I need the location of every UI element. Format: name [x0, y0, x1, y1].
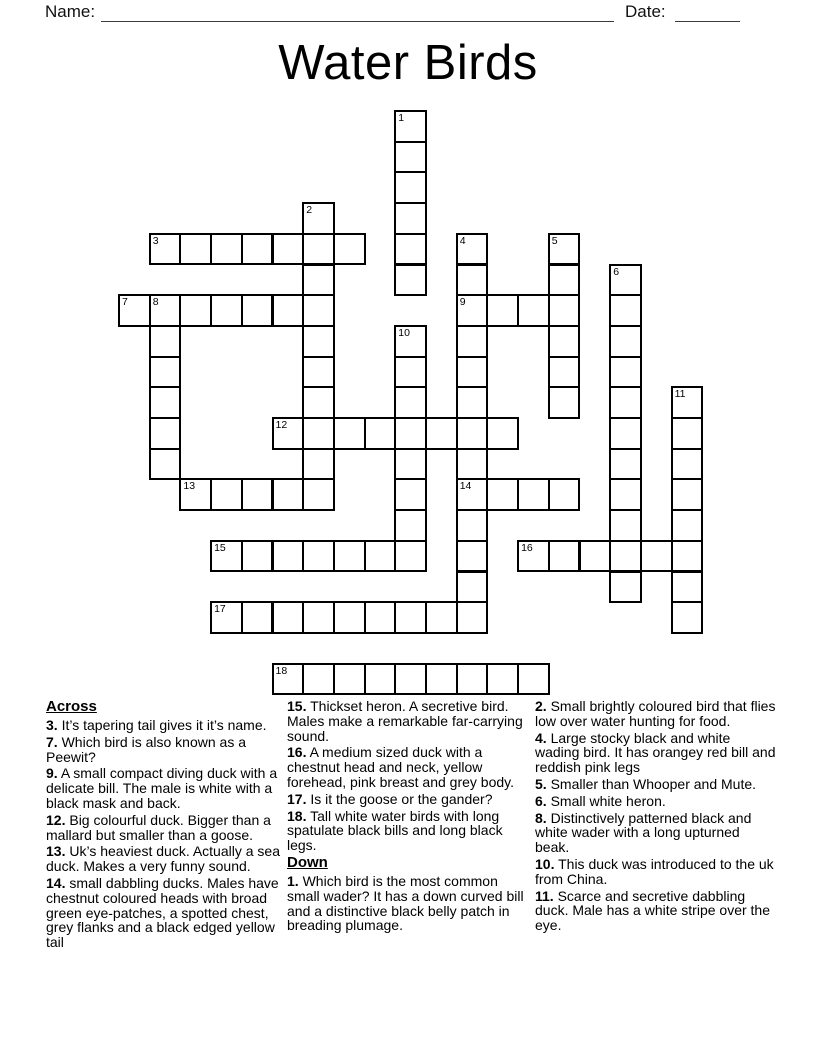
grid-cell-r14c7[interactable] [333, 540, 366, 573]
name-label: Name: [45, 2, 96, 21]
clue-number: 7. [46, 733, 58, 750]
clue-heading-down: Down [287, 853, 328, 871]
grid-cell-r6c16[interactable] [609, 294, 642, 327]
grid-cell-r8c9[interactable] [394, 356, 427, 389]
grid-cell-r0c9[interactable] [394, 110, 427, 143]
grid-cell-r13c16[interactable] [609, 509, 642, 542]
grid-cell-r6c14[interactable] [548, 294, 581, 327]
grid-cell-r14c8[interactable] [364, 540, 397, 573]
grid-cell-r12c11[interactable] [456, 478, 489, 511]
grid-cell-r16c11[interactable] [456, 601, 489, 634]
grid-cell-r16c6[interactable] [302, 601, 335, 634]
grid-cell-r10c12[interactable] [486, 417, 519, 450]
clue-column-down [535, 699, 776, 935]
clue-7 [46, 735, 287, 765]
grid-cell-r7c11[interactable] [456, 325, 489, 358]
clue-number: 2. [535, 698, 547, 714]
grid-cell-r12c2[interactable] [179, 478, 212, 511]
grid-cell-r12c4[interactable] [241, 478, 274, 511]
grid-cell-r5c14[interactable] [548, 264, 581, 297]
grid-cell-r10c8[interactable] [364, 417, 397, 450]
grid-cell-r18c12[interactable] [486, 663, 519, 696]
grid-cell-r18c5[interactable] [272, 663, 305, 696]
clue-text: small dabbling ducks. Males have chestnut coloured heads with broad green eye-patches, a spotted chest, grey flanks and a black edged yellow tail [46, 874, 279, 951]
grid-cell-r12c12[interactable] [486, 478, 519, 511]
clue-15 [287, 699, 534, 743]
grid-cell-r14c9[interactable] [394, 540, 427, 573]
cell-number: 3 [152, 234, 159, 247]
grid-cell-r7c9[interactable] [394, 325, 427, 358]
grid-cell-r12c16[interactable] [609, 478, 642, 511]
clue-text: Tall white water birds with long spatulate black bills and long black legs. [287, 807, 503, 854]
clue-text: Distinctively patterned black and white wader with a long upturned beak. [535, 809, 752, 856]
grid-cell-r18c7[interactable] [333, 663, 366, 696]
clue-text: It’s tapering tail gives it it’s name. [61, 717, 267, 733]
cell-number: 18 [275, 664, 288, 677]
grid-cell-r14c6[interactable] [302, 540, 335, 573]
clue-column-across [46, 699, 287, 952]
grid-cell-r8c1[interactable] [149, 356, 182, 389]
cell-number: 5 [551, 234, 558, 247]
grid-cell-r11c11[interactable] [456, 448, 489, 481]
cell-number: 17 [214, 603, 226, 616]
grid-cell-r11c18[interactable] [671, 448, 704, 481]
grid-cell-r8c6[interactable] [302, 356, 335, 389]
clue-text: Which bird is also known as a Peewit? [46, 733, 246, 765]
cell-number: 2 [306, 204, 313, 217]
grid-cell-r12c3[interactable] [210, 478, 243, 511]
grid-cell-r14c3[interactable] [210, 540, 243, 573]
grid-cell-r10c10[interactable] [425, 417, 458, 450]
cell-number: 13 [183, 480, 196, 493]
cell-number: 8 [152, 296, 159, 309]
clue-text: Large stocky black and white wading bird. It has orangey red bill and reddish pink legs [535, 729, 776, 776]
clue-number: 16. [287, 744, 307, 761]
grid-cell-r11c6[interactable] [302, 448, 335, 481]
cell-number: 12 [275, 419, 288, 431]
grid-cell-r10c6[interactable] [302, 417, 335, 450]
grid-cell-r14c17[interactable] [640, 540, 673, 573]
clue-6 [535, 794, 776, 809]
grid-cell-r9c9[interactable] [394, 386, 427, 419]
grid-cell-r4c14[interactable] [548, 233, 581, 266]
clue-number: 15. [287, 698, 307, 714]
grid-cell-r6c4[interactable] [241, 294, 274, 327]
grid-cell-r14c14[interactable] [548, 540, 581, 573]
grid-cell-r1c9[interactable] [394, 141, 427, 174]
cell-number: 14 [459, 480, 472, 493]
grid-cell-r10c7[interactable] [333, 417, 366, 450]
cell-number: 16 [521, 541, 533, 554]
clue-number: 14. [46, 874, 66, 891]
name-input-line[interactable] [101, 21, 614, 22]
clue-1 [287, 874, 534, 933]
grid-cell-r10c5[interactable] [272, 417, 305, 450]
grid-cell-r8c11[interactable] [456, 356, 489, 389]
grid-cell-r10c9[interactable] [394, 417, 427, 450]
clue-text: Smaller than Whooper and Mute. [550, 775, 757, 792]
clue-number: 18. [287, 807, 307, 824]
clue-12 [46, 813, 287, 843]
grid-cell-r7c14[interactable] [548, 325, 581, 358]
grid-cell-r12c5[interactable] [272, 478, 305, 511]
clue-10 [535, 857, 776, 887]
grid-cell-r2c9[interactable] [394, 171, 427, 204]
grid-cell-r4c7[interactable] [333, 233, 366, 266]
grid-cell-r16c7[interactable] [333, 601, 366, 634]
cell-number: 15 [214, 541, 226, 554]
grid-cell-r13c11[interactable] [456, 509, 489, 542]
clue-2 [535, 699, 776, 729]
grid-cell-r12c13[interactable] [517, 478, 550, 511]
grid-cell-r5c11[interactable] [456, 264, 489, 297]
grid-cell-r16c4[interactable] [241, 601, 274, 634]
grid-cell-r10c18[interactable] [671, 417, 704, 450]
clue-text: Scarce and secretive dabbling duck. Male has a white stripe over the eye. [535, 887, 771, 934]
grid-cell-r16c5[interactable] [272, 601, 305, 634]
grid-cell-r18c11[interactable] [456, 663, 489, 696]
clue-14 [46, 876, 287, 950]
grid-cell-r4c3[interactable] [210, 233, 243, 266]
page-title: Water Birds [278, 36, 538, 90]
grid-cell-r11c16[interactable] [609, 448, 642, 481]
grid-cell-r12c6[interactable] [302, 478, 335, 511]
clue-heading-across: Across [46, 698, 97, 715]
grid-cell-r14c18[interactable] [671, 540, 704, 573]
grid-cell-r9c1[interactable] [149, 386, 182, 419]
cell-number: 4 [459, 234, 466, 247]
clue-number: 12. [46, 811, 66, 828]
clue-number: 11. [535, 887, 554, 904]
grid-cell-r10c11[interactable] [456, 417, 489, 450]
grid-cell-r4c2[interactable] [179, 233, 212, 266]
grid-cell-r9c18[interactable] [671, 386, 704, 419]
cell-number: 11 [674, 388, 686, 401]
grid-cell-r14c13[interactable] [517, 540, 550, 573]
grid-cell-r3c9[interactable] [394, 202, 427, 235]
grid-cell-r7c1[interactable] [149, 325, 182, 358]
grid-cell-r6c0[interactable] [118, 294, 151, 327]
cell-number: 10 [398, 326, 410, 339]
date-input-line[interactable] [675, 21, 740, 22]
grid-cell-r12c18[interactable] [671, 478, 704, 511]
clue-number: 1. [287, 872, 299, 889]
grid-cell-r6c1[interactable] [149, 294, 182, 327]
clue-text: Small white heron. [550, 792, 666, 809]
clue-17 [287, 792, 534, 807]
grid-cell-r10c16[interactable] [609, 417, 642, 450]
grid-cell-r9c14[interactable] [548, 386, 581, 419]
grid-cell-r4c11[interactable] [456, 233, 489, 266]
grid-cell-r16c18[interactable] [671, 601, 704, 634]
clue-3 [46, 718, 287, 733]
cell-number: 9 [459, 296, 466, 309]
grid-cell-r15c11[interactable] [456, 571, 489, 604]
grid-cell-r16c8[interactable] [364, 601, 397, 634]
clue-13 [46, 844, 287, 874]
clue-number: 6. [535, 792, 547, 809]
grid-cell-r6c3[interactable] [210, 294, 243, 327]
grid-cell-r6c12[interactable] [486, 294, 519, 327]
grid-cell-r6c11[interactable] [456, 294, 489, 327]
clue-text: A medium sized duck with a chestnut head and neck, yellow forehead, pink breast and grey body. [287, 744, 515, 790]
grid-cell-r16c9[interactable] [394, 601, 427, 634]
grid-cell-r14c4[interactable] [241, 540, 274, 573]
grid-cell-r18c9[interactable] [394, 663, 427, 696]
grid-cell-r12c9[interactable] [394, 478, 427, 511]
grid-cell-r18c10[interactable] [425, 663, 458, 696]
grid-cell-r16c10[interactable] [425, 601, 458, 634]
clue-column-middle [287, 699, 534, 935]
grid-cell-r15c18[interactable] [671, 571, 704, 604]
grid-cell-r6c6[interactable] [302, 294, 335, 327]
grid-cell-r3c6[interactable] [302, 202, 335, 235]
clue-number: 10. [535, 855, 555, 872]
grid-cell-r4c6[interactable] [302, 233, 335, 266]
grid-cell-r4c1[interactable] [149, 233, 182, 266]
clue-text: Big colourful duck. Bigger than a mallard but smaller than a goose. [46, 811, 271, 843]
grid-cell-r10c1[interactable] [149, 417, 182, 450]
clue-number: 17. [287, 790, 307, 807]
grid-cell-r6c13[interactable] [517, 294, 550, 327]
clue-text: Uk’s heaviest duck. Actually a sea duck. Makes a very funny sound. [46, 843, 280, 875]
grid-cell-r4c9[interactable] [394, 233, 427, 266]
grid-cell-r16c3[interactable] [210, 601, 243, 634]
grid-cell-r14c15[interactable] [579, 540, 612, 573]
grid-cell-r18c6[interactable] [302, 663, 335, 696]
date-label: Date: [625, 2, 666, 21]
grid-cell-r14c5[interactable] [272, 540, 305, 573]
cell-number: 1 [398, 112, 405, 124]
clue-text: Thickset heron. A secretive bird. Males make a remarkable far-carrying sound. [287, 698, 523, 744]
grid-cell-r8c16[interactable] [609, 356, 642, 389]
grid-cell-r12c14[interactable] [548, 478, 581, 511]
grid-cell-r14c11[interactable] [456, 540, 489, 573]
grid-cell-r13c9[interactable] [394, 509, 427, 542]
clue-number: 4. [535, 729, 547, 746]
grid-cell-r9c16[interactable] [609, 386, 642, 419]
clue-8 [535, 811, 776, 855]
clue-16 [287, 745, 534, 789]
grid-cell-r9c11[interactable] [456, 386, 489, 419]
grid-cell-r15c16[interactable] [609, 571, 642, 604]
clue-11 [535, 889, 776, 933]
grid-cell-r5c6[interactable] [302, 264, 335, 297]
grid-cell-r4c5[interactable] [272, 233, 305, 266]
grid-cell-r6c2[interactable] [179, 294, 212, 327]
cell-number: 6 [613, 265, 620, 278]
clue-text: Which bird is the most common small wader? It has a down curved bill and a distinctive black belly patch in breading plumage. [287, 872, 524, 934]
clue-number: 3. [46, 717, 58, 733]
clue-text: A small compact diving duck with a delicate bill. The male is white with a black mask and back. [46, 765, 278, 811]
grid-cell-r6c5[interactable] [272, 294, 305, 327]
grid-cell-r9c6[interactable] [302, 386, 335, 419]
grid-cell-r18c13[interactable] [517, 663, 550, 696]
grid-cell-r8c14[interactable] [548, 356, 581, 389]
grid-cell-r13c18[interactable] [671, 509, 704, 542]
clue-text: This duck was introduced to the uk from China. [535, 855, 774, 887]
grid-cell-r18c8[interactable] [364, 663, 397, 696]
clue-4 [535, 731, 776, 775]
clue-text: Is it the goose or the gander? [310, 790, 493, 807]
grid-cell-r11c1[interactable] [149, 448, 182, 481]
grid-cell-r11c9[interactable] [394, 448, 427, 481]
clue-number: 5. [535, 775, 547, 792]
clue-number: 9. [46, 765, 58, 782]
clue-18 [287, 809, 534, 853]
cell-number: 7 [122, 296, 128, 309]
grid-cell-r5c9[interactable] [394, 264, 427, 297]
grid-cell-r5c16[interactable] [609, 264, 642, 297]
clue-number: 13. [46, 843, 66, 860]
clue-9 [46, 766, 287, 810]
grid-cell-r7c16[interactable] [609, 325, 642, 358]
clue-5 [535, 777, 776, 792]
grid-cell-r4c4[interactable] [241, 233, 274, 266]
clue-text: Small brightly coloured bird that flies low over water hunting for food. [535, 698, 776, 729]
grid-cell-r14c16[interactable] [609, 540, 642, 573]
grid-cell-r7c6[interactable] [302, 325, 335, 358]
clue-number: 8. [535, 809, 547, 826]
